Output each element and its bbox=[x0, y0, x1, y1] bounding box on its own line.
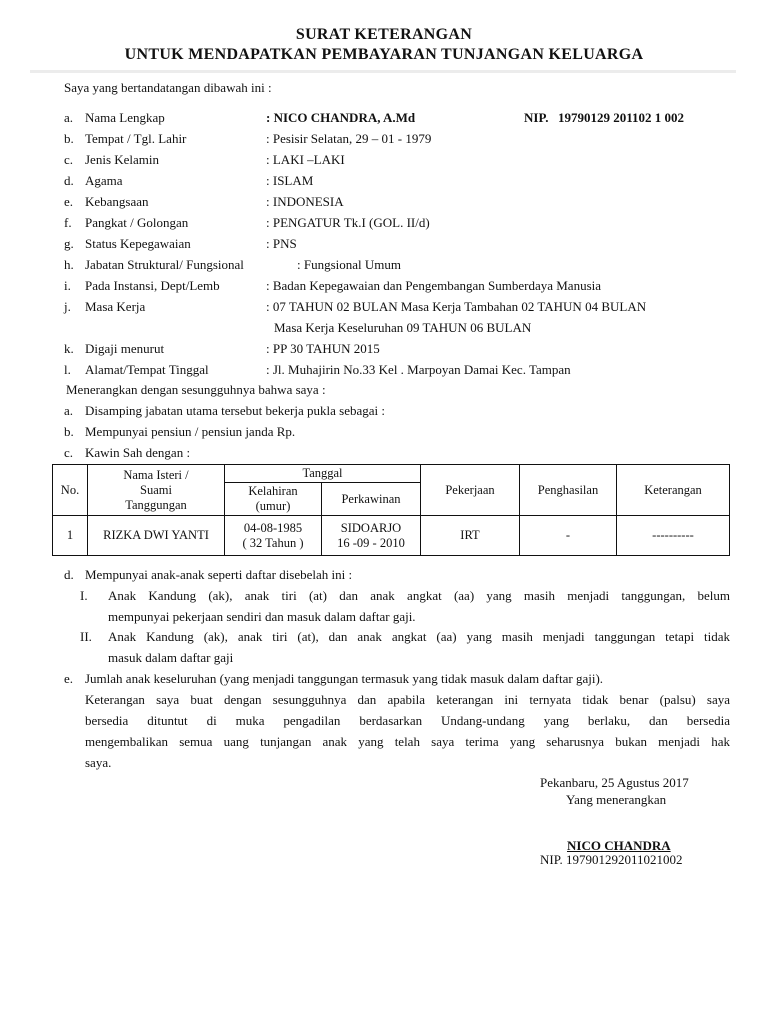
header-occupation: Pekerjaan bbox=[421, 465, 520, 516]
cell-occupation: IRT bbox=[421, 516, 520, 556]
field-label-nationality: Kebangsaan bbox=[85, 194, 149, 209]
header-name-line: Nama Isteri / bbox=[123, 467, 189, 482]
signer-name: NICO CHANDRA bbox=[567, 838, 671, 853]
field-label-service: Masa Kerja bbox=[85, 299, 146, 314]
declaration-intro: Menerangkan dengan sesungguhnya bahwa saya : bbox=[66, 382, 326, 397]
field-label-name: Nama Lengkap bbox=[85, 110, 165, 125]
field-label-position: Jabatan Struktural/ Fungsional bbox=[85, 257, 244, 272]
header-birth-line: (umur) bbox=[255, 499, 291, 513]
field-label-rank: Pangkat / Golongan bbox=[85, 215, 189, 230]
point-letter: d. bbox=[64, 567, 74, 582]
field-value-agency: : Badan Kepegawaian dan Pengembangan Sumberdaya Manusia bbox=[266, 278, 602, 293]
field-label-religion: Agama bbox=[85, 173, 123, 188]
field-letter: i. bbox=[64, 278, 71, 293]
point-letter: e. bbox=[64, 671, 74, 686]
field-value-service-total: Masa Kerja Keseluruhan 09 TAHUN 06 BULAN bbox=[274, 320, 532, 335]
field-letter: f. bbox=[64, 215, 72, 230]
intro-text: Saya yang bertandatangan dibawah ini : bbox=[64, 80, 272, 95]
header-name bbox=[88, 465, 225, 516]
point-letter: c. bbox=[64, 445, 74, 460]
field-label-salary: Digaji menurut bbox=[85, 341, 165, 356]
statement-line: mengembalikan semua uang tunjangan anak yang telah saya terima yang seharusnya bukan menjadi hak bbox=[85, 734, 730, 749]
header-birth-line: Kelahiran bbox=[248, 484, 298, 498]
field-label-birth: Tempat / Tgl. Lahir bbox=[85, 131, 187, 146]
field-value-rank: : PENGATUR Tk.I (GOL. II/d) bbox=[266, 215, 430, 230]
field-label-address: Alamat/Tempat Tinggal bbox=[85, 362, 209, 377]
cell-income: - bbox=[520, 516, 617, 556]
field-value-religion: : ISLAM bbox=[266, 173, 314, 188]
field-letter: e. bbox=[64, 194, 74, 209]
field-value-status: : PNS bbox=[266, 236, 297, 251]
point-b-text: Mempunyai pensiun / pensiun janda Rp. bbox=[85, 424, 296, 439]
field-letter: c. bbox=[64, 152, 74, 167]
field-value-address: : Jl. Muhajirin No.33 Kel . Marpoyan Damai Kec. Tampan bbox=[266, 362, 571, 377]
field-value-service: : 07 TAHUN 02 BULAN Masa Kerja Tambahan 02 TAHUN 04 BULAN bbox=[266, 299, 647, 314]
list-item-text: Anak Kandung (ak), anak tiri (at), dan anak angkat (aa) yang masih menjadi tanggungan tetapi tidak bbox=[108, 629, 730, 644]
header-no: No. bbox=[53, 465, 88, 516]
point-a-text: Disamping jabatan utama tersebut bekerja pukla sebagai : bbox=[85, 403, 385, 418]
header-marriage: Perkawinan bbox=[322, 483, 421, 516]
field-letter: b. bbox=[64, 131, 74, 146]
field-letter: k. bbox=[64, 341, 74, 356]
document-subtitle: UNTUK MENDAPATKAN PEMBAYARAN TUNJANGAN KELUARGA bbox=[124, 46, 644, 63]
field-value-position: : Fungsional Umum bbox=[297, 257, 402, 272]
table-row bbox=[53, 516, 730, 556]
cell-marriage-place: SIDOARJO bbox=[340, 520, 402, 535]
cell-marriage-date: 16 -09 - 2010 bbox=[337, 535, 405, 550]
list-item-text: masuk dalam daftar gaji bbox=[108, 650, 234, 665]
cell-no: 1 bbox=[53, 516, 88, 556]
field-value-name: : NICO CHANDRA, A.Md bbox=[266, 110, 416, 125]
list-number: I. bbox=[80, 588, 88, 603]
header-name-line: Suami bbox=[140, 482, 172, 497]
field-letter: d. bbox=[64, 173, 74, 188]
field-letter: h. bbox=[64, 257, 74, 272]
list-item-text: mempunyai pekerjaan sendiri dan masuk dalam daftar gaji. bbox=[108, 609, 416, 624]
cell-birth-age: ( 32 Tahun ) bbox=[242, 535, 304, 550]
point-c-text: Kawin Sah dengan : bbox=[85, 445, 191, 460]
field-letter: j. bbox=[64, 299, 71, 314]
field-label-status: Status Kepegawaian bbox=[85, 236, 191, 251]
field-value-gender: : LAKI –LAKI bbox=[266, 152, 345, 167]
signer-nip: NIP. 197901292011021002 bbox=[540, 852, 683, 867]
list-item-text: Anak Kandung (ak), anak tiri (at) dan anak angkat (aa) yang masih menjadi tanggungan, belum bbox=[108, 588, 730, 603]
nip-value: 19790129 201102 1 002 bbox=[558, 110, 685, 125]
header-date: Tanggal bbox=[225, 465, 421, 483]
header-birth bbox=[225, 483, 322, 516]
point-letter: b. bbox=[64, 424, 74, 439]
field-letter: g. bbox=[64, 236, 74, 251]
cell-remarks: ---------- bbox=[617, 516, 730, 556]
header-income: Penghasilan bbox=[520, 465, 617, 516]
header-name-line: Tanggungan bbox=[125, 497, 187, 512]
nip-label: NIP. bbox=[524, 110, 549, 125]
field-value-nationality: : INDONESIA bbox=[266, 194, 344, 209]
field-label-agency: Pada Instansi, Dept/Lemb bbox=[85, 278, 220, 293]
field-label-gender: Jenis Kelamin bbox=[85, 152, 160, 167]
cell-birth-date: 04-08-1985 bbox=[243, 520, 303, 535]
statement-line: Keterangan saya buat dengan sesungguhnya dan apabila keterangan ini ternyata tidak benar (palsu) saya bbox=[85, 692, 730, 707]
place-date: Pekanbaru, 25 Agustus 2017 bbox=[540, 775, 689, 790]
header-divider bbox=[30, 70, 736, 73]
statement-line: bersedia dituntut di muka pengadilan berdasarkan Undang-undang yang berlaku, dan bersedia bbox=[85, 713, 730, 728]
field-letter: l. bbox=[64, 362, 71, 377]
field-value-birth: : Pesisir Selatan, 29 – 01 - 1979 bbox=[266, 131, 432, 146]
spouse-table bbox=[52, 464, 730, 556]
point-d-text: Mempunyai anak-anak seperti daftar disebelah ini : bbox=[85, 567, 353, 582]
document-title: SURAT KETERANGAN bbox=[295, 26, 473, 43]
point-letter: a. bbox=[64, 403, 74, 418]
statement-line: saya. bbox=[85, 755, 112, 770]
field-value-salary: : PP 30 TAHUN 2015 bbox=[266, 341, 380, 356]
cell-name: RIZKA DWI YANTI bbox=[88, 516, 225, 556]
signer-role: Yang menerangkan bbox=[566, 792, 667, 807]
cell-marriage bbox=[322, 516, 421, 556]
field-letter: a. bbox=[64, 110, 74, 125]
list-number: II. bbox=[80, 629, 92, 644]
cell-birth bbox=[225, 516, 322, 556]
point-e-text: Jumlah anak keseluruhan (yang menjadi tanggungan termasuk yang tidak masuk dalam daftar gaji). bbox=[85, 671, 604, 686]
header-remarks: Keterangan bbox=[617, 465, 730, 516]
